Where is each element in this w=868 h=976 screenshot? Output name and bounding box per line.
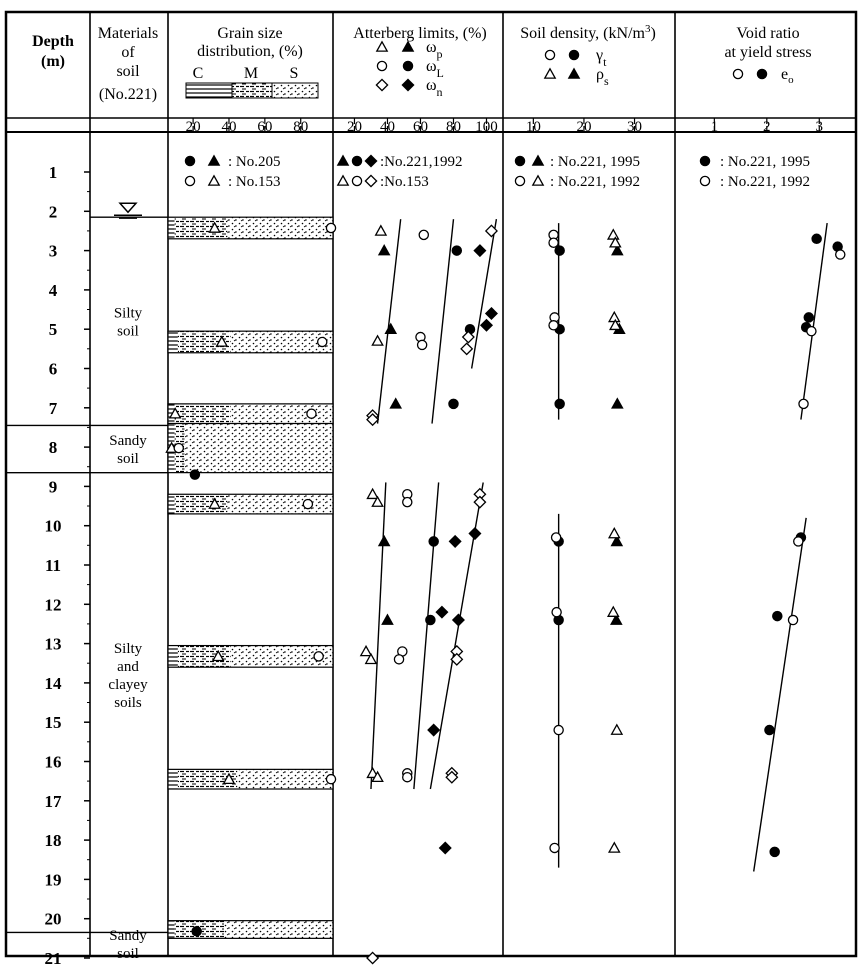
grain-bar-clay bbox=[168, 769, 178, 789]
depth-tick-label: 15 bbox=[44, 713, 62, 733]
void-trend-line bbox=[754, 518, 806, 872]
atterberg-point-wp bbox=[361, 646, 371, 655]
grain-no205-circle bbox=[192, 927, 201, 936]
grain-bar-clay bbox=[168, 921, 175, 939]
depth-tick-label: 1 bbox=[48, 163, 58, 182]
density-point-gamma_t bbox=[554, 725, 563, 734]
atterberg-point-wL bbox=[403, 498, 412, 507]
density-legend-marker bbox=[515, 176, 524, 185]
grain-header: distribution, (%) bbox=[197, 43, 303, 60]
grain-bar-silt bbox=[178, 646, 231, 668]
atterberg-point-wp bbox=[367, 489, 377, 498]
atterberg-legend-marker bbox=[338, 156, 348, 165]
atterberg-point-wL bbox=[426, 615, 435, 624]
grain-bar-sand bbox=[185, 424, 334, 473]
depth-tick-label: 2 bbox=[48, 202, 58, 222]
atterberg-point-wn bbox=[436, 607, 447, 618]
density-point-gamma_t bbox=[552, 608, 561, 617]
atterberg-point-wn bbox=[486, 308, 497, 319]
void-key-filled-marker bbox=[757, 69, 766, 78]
atterberg-legend-marker bbox=[365, 155, 376, 166]
void-ratio-point bbox=[773, 611, 782, 620]
grain-bar-sand bbox=[224, 921, 333, 939]
atterberg-key-filled-marker bbox=[403, 42, 413, 51]
grain-bar-clay bbox=[168, 331, 178, 353]
void-ratio-point bbox=[770, 847, 779, 856]
atterberg-point-wp bbox=[382, 615, 392, 624]
void-ratio-point bbox=[807, 327, 816, 336]
density-key-open-marker bbox=[545, 50, 554, 59]
density-point-gamma_t bbox=[549, 238, 558, 247]
depth-tick-label: 17 bbox=[44, 791, 62, 811]
grain-header: Grain size bbox=[217, 25, 283, 42]
atterberg-column bbox=[361, 219, 497, 963]
atterberg-point-wp bbox=[376, 226, 386, 235]
atterberg-legend-marker bbox=[365, 175, 376, 186]
density-symbol: ρ bbox=[596, 66, 604, 83]
grain-legend-text: : No.205 bbox=[228, 154, 281, 170]
grain-bar-sand bbox=[227, 494, 333, 514]
void-legend-marker bbox=[700, 176, 709, 185]
material-label: soils bbox=[114, 695, 142, 712]
depth-tick-label: 11 bbox=[44, 556, 62, 575]
atterberg-key-open-marker bbox=[377, 61, 386, 70]
atterberg-legend-text: :No.153 bbox=[380, 174, 429, 190]
depth-tick-label: 7 bbox=[48, 398, 58, 418]
atterberg-key-open-marker bbox=[376, 79, 387, 90]
density-point-gamma_t bbox=[552, 533, 561, 542]
density-legend-text: : No.221, 1992 bbox=[550, 174, 640, 190]
atterberg-trend-line-wp bbox=[371, 482, 386, 789]
atterberg-point-wn bbox=[474, 245, 485, 256]
depth-tick-label: 16 bbox=[44, 752, 62, 772]
density-symbol: γ bbox=[596, 47, 604, 64]
atterberg-point-wL bbox=[419, 230, 428, 239]
omega-symbol: ω bbox=[426, 77, 437, 94]
void-ratio-point bbox=[836, 250, 845, 259]
depth-tick-label: 9 bbox=[48, 477, 58, 497]
atterberg-point-wn bbox=[428, 724, 439, 735]
grain-no153-circle bbox=[326, 775, 335, 784]
void-tick-label: 1 bbox=[710, 119, 719, 135]
void-header: at yield stress bbox=[724, 44, 812, 61]
void-tick-label: 3 bbox=[815, 119, 824, 135]
density-point-rho_s bbox=[612, 399, 622, 408]
subscript: n bbox=[436, 85, 443, 99]
material-label: soil bbox=[117, 451, 139, 468]
density-point-rho_s bbox=[608, 230, 618, 239]
grain-size-column bbox=[166, 217, 335, 938]
depth-tick-label: 14 bbox=[44, 673, 62, 693]
depth-header: Depth bbox=[32, 33, 74, 50]
atterberg-point-wL bbox=[403, 773, 412, 782]
header-row bbox=[32, 23, 811, 103]
depth-tick-label: 18 bbox=[44, 831, 62, 851]
density-legend-marker bbox=[533, 176, 543, 185]
void-tick-label: 2 bbox=[763, 119, 771, 135]
void-ratio-point bbox=[804, 313, 813, 322]
grain-code-clay: C bbox=[192, 65, 204, 82]
atterberg-tick-label: 60 bbox=[412, 119, 428, 135]
legends bbox=[185, 154, 810, 190]
atterberg-point-wn bbox=[481, 320, 492, 331]
depth-tick-label: 8 bbox=[48, 438, 58, 458]
grain-legend-text: : No.153 bbox=[228, 174, 281, 190]
material-label: soil bbox=[117, 946, 139, 963]
density-key-filled-marker bbox=[569, 50, 578, 59]
atterberg-point-wL bbox=[452, 246, 461, 255]
atterberg-point-wn bbox=[453, 614, 464, 625]
grain-bar-silt bbox=[175, 494, 228, 514]
atterberg-point-wp bbox=[379, 245, 389, 254]
atterberg-trend-line-wL bbox=[432, 219, 453, 423]
depth-unit: (m) bbox=[41, 53, 65, 70]
material-label: and bbox=[117, 659, 139, 676]
omega-symbol: ω bbox=[426, 58, 437, 75]
material-label: Silty bbox=[113, 641, 143, 658]
atterberg-key-filled-marker bbox=[402, 79, 413, 90]
void-key-symbol bbox=[781, 66, 794, 86]
atterberg-legend-marker bbox=[338, 176, 348, 185]
material-label: Sandy bbox=[109, 433, 147, 450]
density-tick-label: 10 bbox=[525, 119, 541, 135]
void-symbol-key bbox=[733, 66, 794, 86]
atterberg-point-wn bbox=[367, 952, 378, 963]
depth-tick-label: 6 bbox=[48, 359, 58, 379]
atterberg-legend-marker bbox=[352, 176, 361, 185]
density-point-gamma_t bbox=[550, 843, 559, 852]
atterberg-tick-label: 20 bbox=[346, 119, 362, 135]
material-label: soil bbox=[117, 323, 139, 340]
grain-legend-marker bbox=[209, 156, 219, 165]
density-tick-label: 20 bbox=[576, 119, 592, 135]
atterberg-point-wL bbox=[449, 399, 458, 408]
density-point-rho_s bbox=[612, 725, 622, 734]
depth-axis-labels bbox=[45, 163, 91, 976]
grain-no153-circle bbox=[318, 337, 327, 346]
subscript: p bbox=[436, 47, 443, 61]
depth-tick-label: 4 bbox=[48, 280, 58, 300]
atterberg-key-symbol bbox=[426, 77, 443, 99]
atterberg-point-wp bbox=[386, 324, 396, 333]
void-ratio-column bbox=[754, 223, 845, 871]
material-label: Silty bbox=[113, 305, 143, 322]
void-key-open-marker bbox=[733, 69, 742, 78]
void-legend-text: : No.221, 1995 bbox=[720, 154, 810, 170]
subscript: s bbox=[603, 74, 609, 88]
depth-tick-label: 10 bbox=[44, 516, 62, 536]
subscript: L bbox=[436, 66, 444, 80]
atterberg-tick-label: 80 bbox=[445, 119, 461, 135]
grain-code-silt: M bbox=[243, 65, 259, 82]
depth-tick-label: 12 bbox=[44, 595, 62, 615]
atterberg-point-wn bbox=[450, 536, 461, 547]
density-legend-marker bbox=[515, 156, 524, 165]
grain-no153-circle bbox=[314, 652, 323, 661]
grain-bar-silt bbox=[175, 404, 231, 424]
water-table-marker bbox=[120, 203, 136, 212]
density-column bbox=[549, 223, 625, 868]
grain-key-silt bbox=[232, 83, 272, 98]
grain-legend-marker bbox=[185, 176, 194, 185]
materials-header: (No.221) bbox=[98, 86, 158, 103]
materials-header: of bbox=[121, 44, 135, 61]
depth-tick-label: 21 bbox=[44, 949, 62, 968]
void-ratio-point bbox=[812, 234, 821, 243]
void-trend-line bbox=[801, 223, 827, 420]
grain-bar-clay bbox=[168, 646, 178, 668]
subscript: t bbox=[603, 55, 607, 69]
grain-bar-clay bbox=[168, 217, 175, 239]
depth-tick-label: 13 bbox=[44, 634, 62, 654]
atterberg-point-wn bbox=[469, 528, 480, 539]
depth-tick-label: 19 bbox=[44, 870, 62, 890]
density-point-rho_s bbox=[609, 528, 619, 537]
atterberg-point-wn bbox=[461, 343, 472, 354]
grain-no153-circle bbox=[326, 223, 335, 232]
void-legend-marker bbox=[700, 156, 709, 165]
atterberg-point-wp bbox=[372, 336, 382, 345]
void-ratio-point bbox=[765, 725, 774, 734]
atterberg-header: Atterberg limits, (%) bbox=[353, 25, 487, 42]
materials-header: soil bbox=[116, 63, 140, 80]
atterberg-symbol-key bbox=[376, 39, 443, 99]
void-ratio-point bbox=[799, 399, 808, 408]
depth-tick-label: 3 bbox=[48, 241, 58, 261]
depth-tick-label: 5 bbox=[48, 320, 58, 340]
atterberg-point-wL bbox=[394, 655, 403, 664]
atterberg-key-filled-marker bbox=[403, 61, 412, 70]
density-header: Soil density, $(kN/m^3)$ bbox=[520, 23, 656, 42]
grain-bar-sand bbox=[237, 769, 333, 789]
density-point-gamma_t bbox=[555, 399, 564, 408]
materials-column bbox=[6, 203, 168, 962]
grain-tick-label: 40 bbox=[221, 119, 237, 135]
void-header: Void ratio bbox=[736, 25, 800, 42]
grain-no153-circle bbox=[174, 443, 183, 452]
density-point-rho_s bbox=[608, 607, 618, 616]
depth-tick-label: 20 bbox=[44, 909, 62, 929]
void-ratio-point bbox=[788, 615, 797, 624]
grain-key-sand bbox=[272, 83, 318, 98]
void-ratio-point bbox=[794, 537, 803, 546]
atterberg-trend-line-wn bbox=[472, 219, 497, 368]
grain-no153-circle bbox=[307, 409, 316, 418]
density-point-rho_s bbox=[609, 843, 619, 852]
atterberg-legend-marker bbox=[352, 156, 361, 165]
materials-header: Materials bbox=[97, 25, 159, 42]
atterberg-trend-line-wL bbox=[414, 482, 439, 789]
density-point-gamma_t bbox=[555, 246, 564, 255]
grain-no205-point bbox=[190, 470, 199, 479]
grain-tick-label: 20 bbox=[185, 119, 201, 135]
grain-no153-circle bbox=[303, 499, 312, 508]
atterberg-tick-label: 40 bbox=[379, 119, 395, 135]
density-tick-label: 30 bbox=[627, 119, 643, 135]
atterberg-point-wp bbox=[391, 399, 401, 408]
density-key-filled-marker bbox=[569, 69, 579, 78]
density-point-rho_s bbox=[609, 312, 619, 321]
grain-legend-marker bbox=[209, 176, 219, 185]
atterberg-key-open-marker bbox=[377, 42, 387, 51]
grain-tick-label: 60 bbox=[257, 119, 273, 135]
density-legend-text: : No.221, 1995 bbox=[550, 154, 640, 170]
density-legend-marker bbox=[533, 156, 543, 165]
material-label: Sandy bbox=[109, 928, 147, 945]
grain-bar-silt bbox=[175, 217, 228, 239]
atterberg-point-wL bbox=[418, 340, 427, 349]
grain-code-sand: S bbox=[289, 65, 299, 82]
grain-tick-label: 80 bbox=[293, 119, 309, 135]
density-symbol-key bbox=[545, 47, 609, 88]
grain-bar-sand bbox=[227, 217, 333, 239]
density-point-gamma_t bbox=[549, 321, 558, 330]
atterberg-point-wn bbox=[440, 842, 451, 853]
grain-bar-clay bbox=[168, 494, 175, 514]
atterberg-tick-label: 100 bbox=[475, 119, 498, 135]
omega-symbol: ω bbox=[426, 39, 437, 56]
subscript: o bbox=[788, 74, 794, 86]
grain-bar-sand bbox=[231, 404, 333, 424]
void-legend-text: : No.221, 1992 bbox=[720, 174, 810, 190]
grain-key-clay bbox=[186, 83, 232, 98]
atterberg-point-wL bbox=[429, 537, 438, 546]
e-symbol: e bbox=[781, 66, 789, 83]
density-key-open-marker bbox=[545, 69, 555, 78]
atterberg-point-wn bbox=[474, 497, 485, 508]
material-label: clayey bbox=[108, 677, 148, 694]
density-key-symbol bbox=[596, 66, 609, 88]
atterberg-point-wp bbox=[379, 536, 389, 545]
atterberg-legend-text: :No.221,1992 bbox=[380, 154, 463, 170]
grain-legend-marker bbox=[185, 156, 194, 165]
